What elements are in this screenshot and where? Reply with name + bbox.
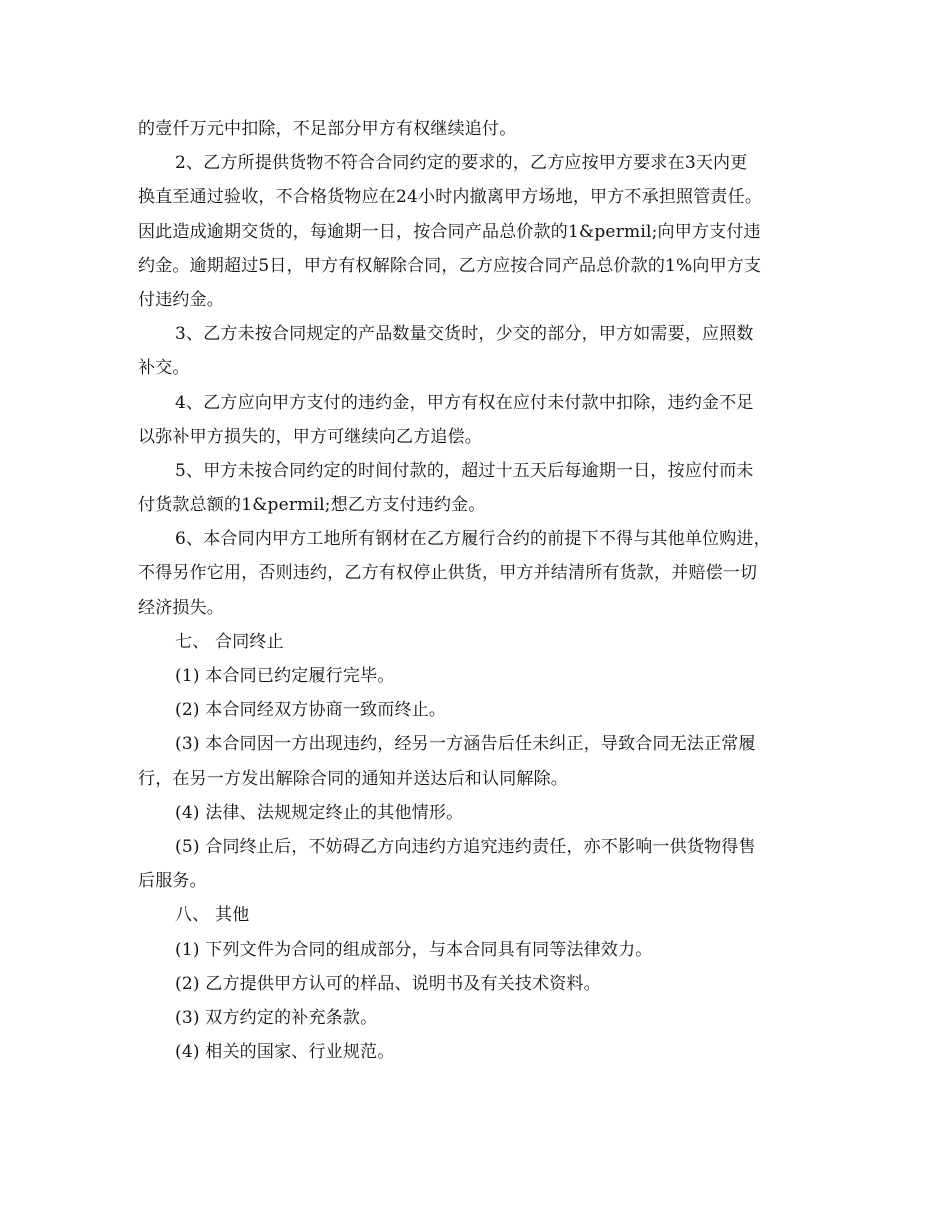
text-line: 付违约金。 [138, 289, 224, 310]
text-line: (3) 双方约定的补充条款。 [175, 1007, 378, 1028]
text-line: 换直至通过验收，不合格货物应在24小时内撤离甲方场地，甲方不承担照管责任。 [138, 187, 763, 208]
text-line: (4) 相关的国家、行业规范。 [175, 1042, 395, 1063]
text-line: (2) 本合同经双方协商一致而终止。 [175, 700, 447, 721]
text-line: (1) 下列文件为合同的组成部分，与本合同具有同等法律效力。 [175, 939, 653, 960]
text-line: 八、 其他 [175, 905, 250, 926]
text-line: (5) 合同终止后，不妨碍乙方向违约方追究违约责任，亦不影响一供货物得售 [175, 836, 756, 857]
text-line: 不得另作它用，否则违约，乙方有权停止供货，甲方并结清所有货款，并赔偿一切 [138, 563, 758, 584]
text-line: 经济损失。 [138, 597, 224, 618]
text-line: 付货款总额的1&permil;想乙方支付违约金。 [138, 495, 486, 516]
text-line: 4、乙方应向甲方支付的违约金，甲方有权在应付未付款中扣除，违约金不足 [175, 392, 754, 413]
text-line: 6、本合同内甲方工地所有钢材在乙方履行合约的前提下不得与其他单位购进， [175, 529, 771, 550]
text-line: 的壹仟万元中扣除，不足部分甲方有权继续追付。 [138, 119, 517, 139]
text-line: (1) 本合同已约定履行完毕。 [175, 666, 395, 686]
text-line: 行，在另一方发出解除合同的通知并送达后和认同解除。 [138, 768, 568, 789]
text-line: (4) 法律、法规规定终止的其他情形。 [175, 802, 464, 823]
text-line: 以弥补甲方损失的，甲方可继续向乙方追偿。 [138, 426, 482, 447]
text-line: 七、 合同终止 [175, 631, 284, 652]
text-line: 2、乙方所提供货物不符合合同约定的要求的，乙方应按甲方要求在3天内更 [175, 153, 748, 174]
text-line: (2) 乙方提供甲方认可的样品、说明书及有关技术资料。 [175, 973, 601, 994]
text-line: 5、甲方未按合同约定的时间付款的，超过十五天后每逾期一日，按应付而未 [175, 460, 754, 481]
contract-text-block [138, 112, 818, 1069]
text-line: 约金。逾期超过5日，甲方有权解除合同，乙方应按合同产品总价款的1%向甲方支 [138, 255, 762, 276]
text-line: 补交。 [138, 358, 190, 379]
text-line: (3) 本合同因一方出现违约，经另一方涵告后任未纠正，导致合同无法正常履 [175, 734, 756, 755]
text-line: 后服务。 [138, 871, 207, 892]
text-line: 因此造成逾期交货的，每逾期一日，按合同产品总价款的1&permil;向甲方支付违 [138, 221, 761, 242]
text-line: 3、乙方未按合同规定的产品数量交货时，少交的部分，甲方如需要，应照数 [175, 324, 754, 345]
